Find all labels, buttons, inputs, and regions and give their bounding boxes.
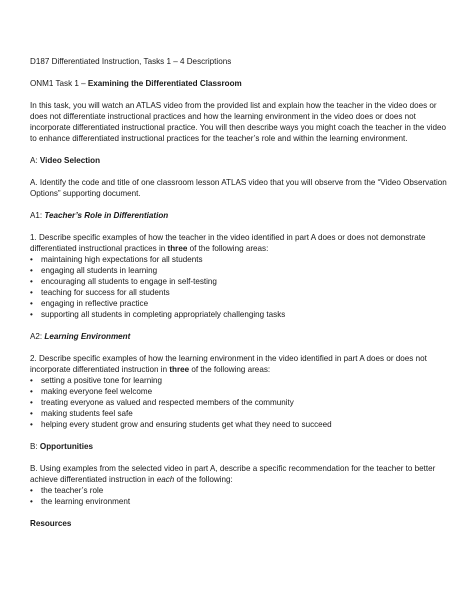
section-a1-list — [30, 254, 450, 320]
section-b-list — [30, 485, 450, 507]
document-body — [30, 56, 450, 529]
list-item: • setting a positive tone for learning — [30, 375, 450, 386]
section-a2-prefix: A2: — [30, 332, 45, 341]
list-item: • the learning environment — [30, 496, 450, 507]
section-a2-text-bold: three — [169, 365, 190, 374]
section-b-title: Opportunities — [39, 442, 93, 451]
section-a2-text-after: of the following areas: — [189, 365, 271, 374]
section-a1-text-before: 1. Describe specific examples of how the teacher in the video identified in part A does or does not demonstrate differentiated instructional practices in — [30, 233, 426, 253]
section-a-prefix: A: — [30, 156, 40, 165]
task-heading — [30, 78, 450, 89]
section-a-title: Video Selection — [39, 156, 101, 165]
intro-paragraph: In this task, you will watch an ATLAS video from the provided list and explain how the teacher in the video does or does not differentiate instructional practices and how the learning environment in the video does or does not incorporate differentiated instructional practice. You will then describe ways you might coach the teacher in the video to enhance differentiated instructional practices for the teacher’s role and within the learning environment. — [30, 101, 447, 143]
section-b-text-italic: each — [156, 475, 175, 484]
section-a1-text — [30, 232, 450, 254]
section-b-text — [30, 463, 450, 485]
list-item: • helping every student grow and ensuring students get what they need to succeed — [30, 419, 450, 430]
resources-heading-text: Resources — [30, 519, 72, 528]
section-a2-text — [30, 353, 450, 375]
section-a1-text-after: of the following areas: — [187, 244, 269, 253]
list-item: • teaching for success for all students — [30, 287, 450, 298]
section-b-text-after: of the following: — [174, 475, 233, 484]
list-item: • maintaining high expectations for all students — [30, 254, 450, 265]
section-a2-list — [30, 375, 450, 430]
section-a2-text-before: 2. Describe specific examples of how the learning environment in the video identified in part A does or does not incorporate differentiated instruction in — [30, 354, 427, 374]
section-a1-prefix: A1: — [30, 211, 45, 220]
resources-heading — [30, 518, 450, 529]
list-item: • engaging all students in learning — [30, 265, 450, 276]
list-item: • treating everyone as valued and respected members of the community — [30, 397, 450, 408]
section-a1-title: Teacher’s Role in Differentiation — [44, 211, 169, 220]
section-a-text: A. Identify the code and title of one classroom lesson ATLAS video that you will observe from the “Video Observation Options” supporting document. — [30, 178, 447, 198]
list-item: • making everyone feel welcome — [30, 386, 450, 397]
list-item: • engaging in reflective practice — [30, 298, 450, 309]
list-item: • encouraging all students to engage in self-testing — [30, 276, 450, 287]
section-a2-title: Learning Environment — [44, 332, 131, 341]
section-b-prefix: B: — [30, 442, 40, 451]
task-heading-prefix: ONM1 Task 1 – — [30, 79, 88, 88]
list-item: • making students feel safe — [30, 408, 450, 419]
document-title: D187 Differentiated Instruction, Tasks 1 – 4 Descriptions — [30, 57, 232, 66]
section-a1-text-bold: three — [167, 244, 188, 253]
section-a2-heading — [30, 331, 450, 342]
section-b-heading — [30, 441, 450, 452]
section-a1-heading — [30, 210, 450, 221]
list-item: • the teacher’s role — [30, 485, 450, 496]
task-heading-title: Examining the Differentiated Classroom — [87, 79, 242, 88]
section-b-text-before: B. Using examples from the selected video in part A, describe a specific recommendation for the teacher to better achieve differentiated instruction in — [30, 464, 436, 484]
section-a-heading — [30, 155, 450, 166]
list-item: • supporting all students in completing appropriately challenging tasks — [30, 309, 450, 320]
